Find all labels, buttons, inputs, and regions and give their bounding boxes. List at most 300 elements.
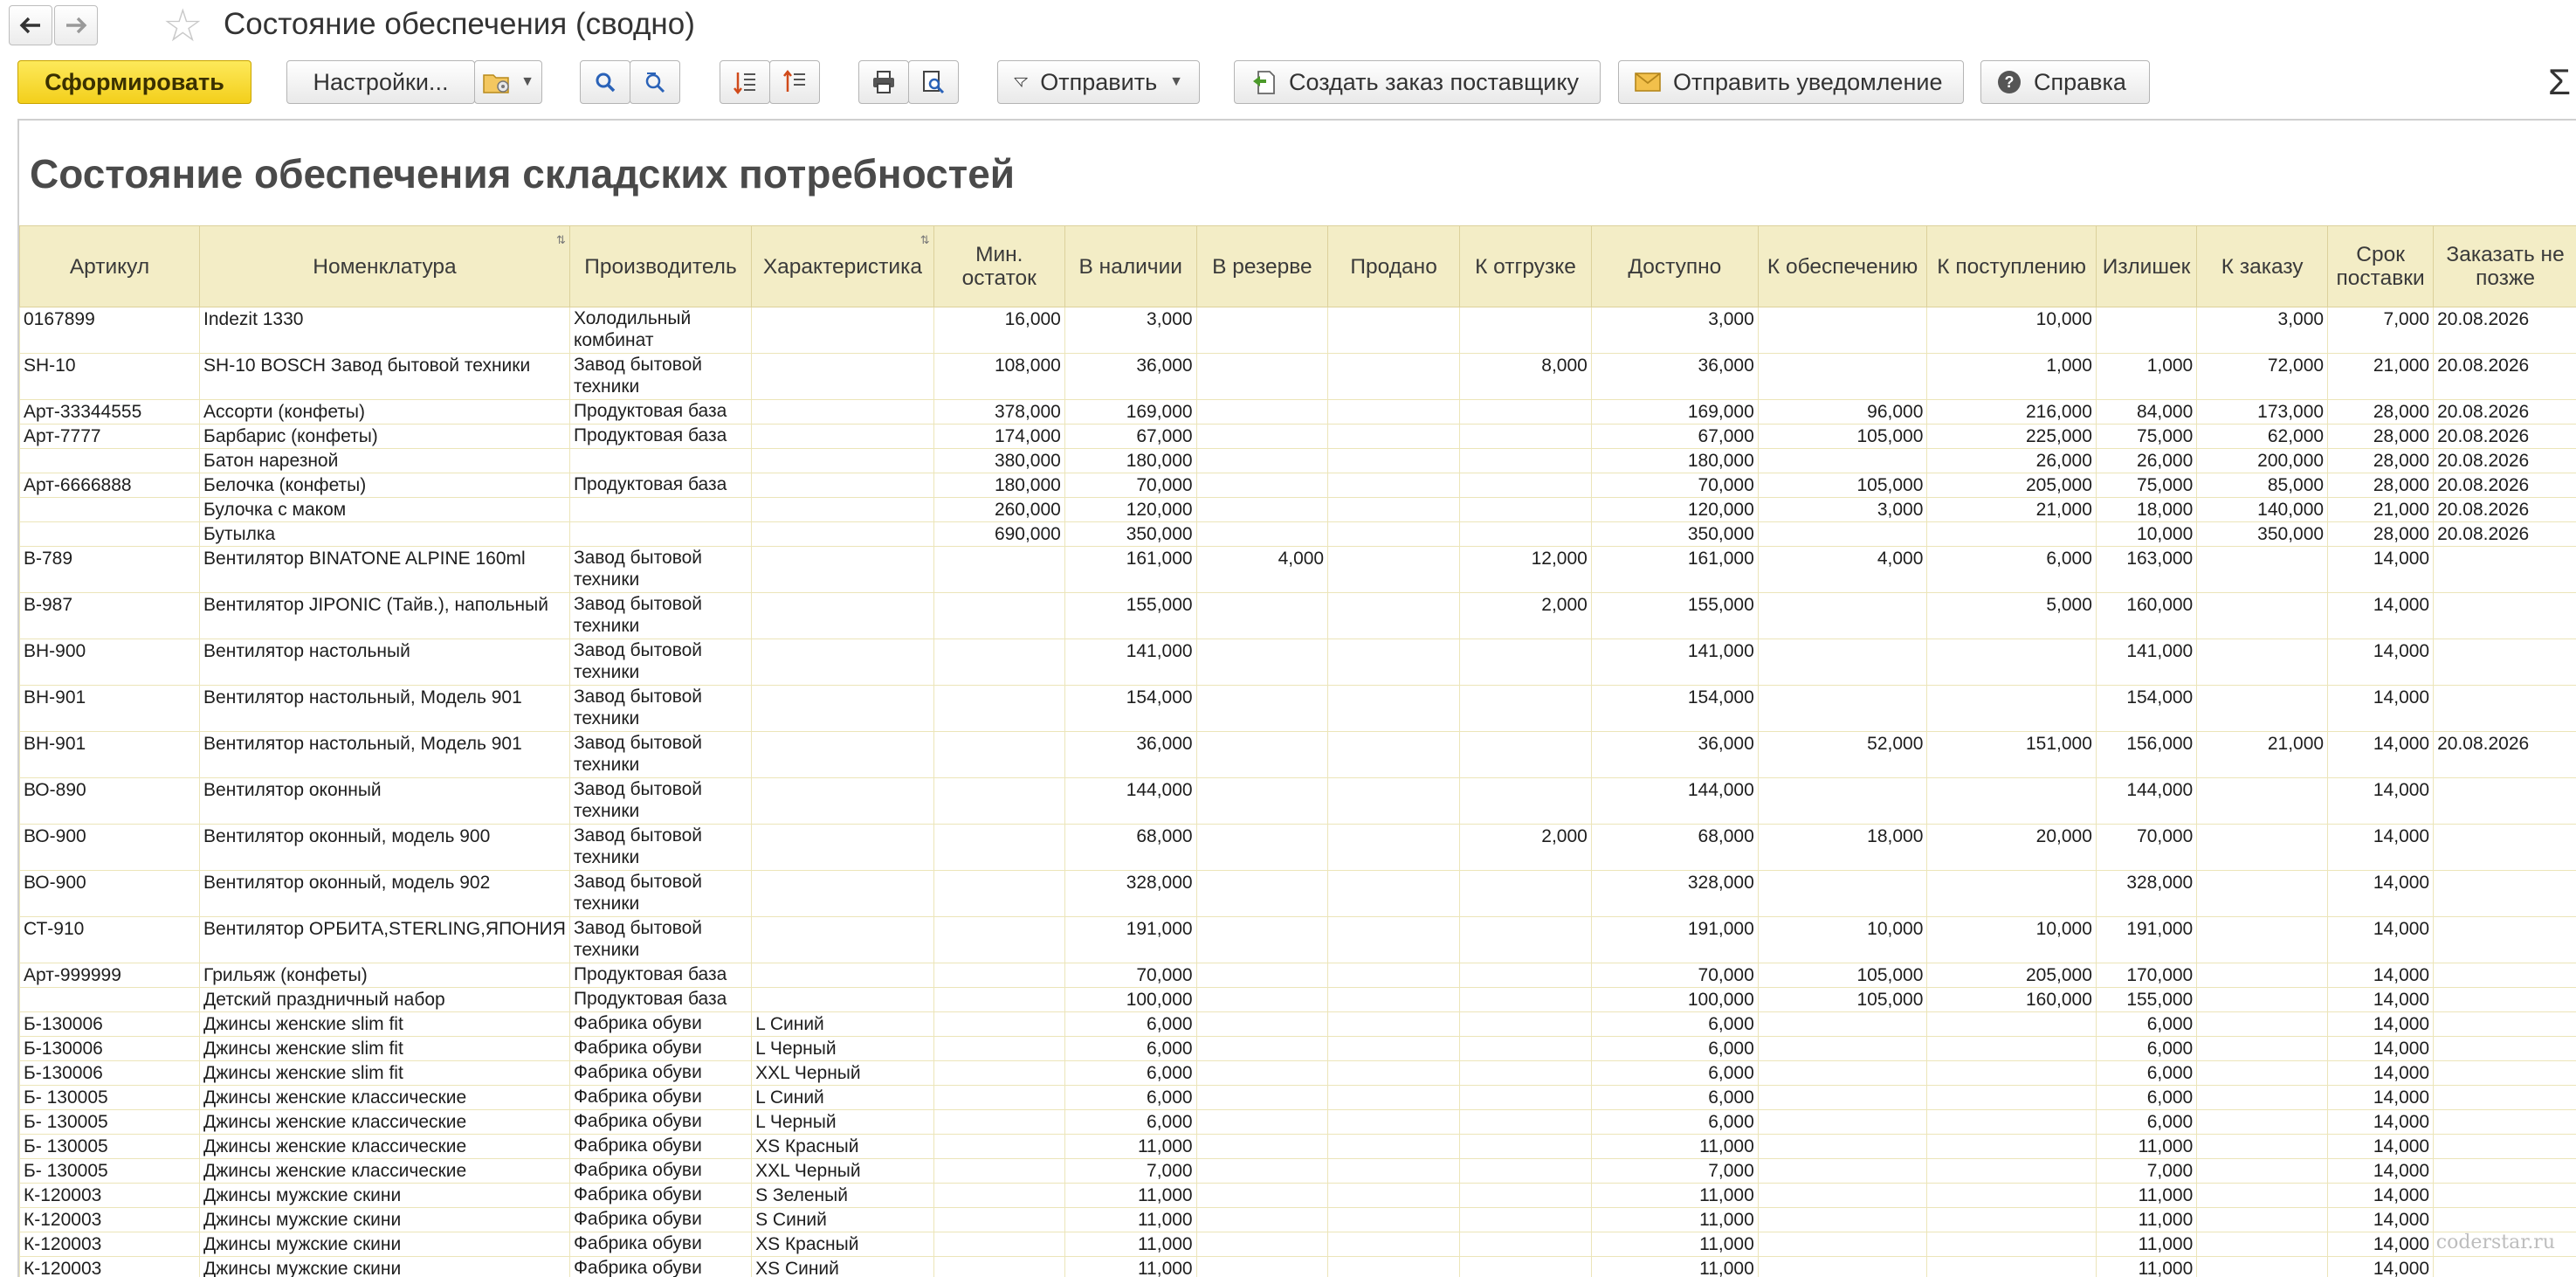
table-row[interactable] (20, 732, 2576, 778)
print-button[interactable] (858, 60, 909, 104)
table-cell-sold (1328, 473, 1460, 498)
sum-icon[interactable]: Σ (2548, 61, 2571, 103)
table-cell-order-deadline: 20.08.2026 (2434, 473, 2576, 498)
table-cell-manufacturer: Завод бытовой техники (569, 686, 751, 732)
table-cell-nomenclature: Белочка (конфеты) (200, 473, 570, 498)
table-cell-incoming (1927, 1086, 2097, 1110)
table-cell-min-stock: 180,000 (933, 473, 1064, 498)
table-cell-sold (1328, 1232, 1460, 1257)
table-cell-in-stock: 144,000 (1064, 778, 1196, 825)
column-header-article[interactable] (20, 226, 200, 307)
svg-text:?: ? (2005, 73, 2015, 91)
table-cell-to-provide (1758, 639, 1927, 686)
table-cell-available: 3,000 (1591, 307, 1758, 354)
table-row[interactable] (20, 1159, 2576, 1184)
table-row[interactable] (20, 1232, 2576, 1257)
table-cell-in-stock: 70,000 (1064, 963, 1196, 988)
table-cell-manufacturer: Фабрика обуви (569, 1061, 751, 1086)
column-header-label: Артикул (70, 255, 149, 279)
table-cell-nomenclature: SH-10 BOSCH Завод бытовой техники (200, 354, 570, 400)
table-cell-to-ship (1460, 473, 1592, 498)
table-cell-article: Б-130006 (20, 1061, 200, 1086)
table-cell-article: К-120003 (20, 1184, 200, 1208)
window-title: Состояние обеспечения (сводно) (224, 7, 695, 42)
table-cell-sold (1328, 593, 1460, 639)
table-cell-sold (1328, 425, 1460, 449)
table-cell-to-provide (1758, 593, 1927, 639)
column-header-label: Срок поставки (2337, 243, 2425, 290)
table-cell-manufacturer: Фабрика обуви (569, 1012, 751, 1037)
search-cancel-button[interactable] (630, 60, 680, 104)
table-cell-manufacturer: Завод бытовой техники (569, 547, 751, 593)
column-header-characteristic[interactable] (752, 226, 934, 307)
table-cell-available: 67,000 (1591, 425, 1758, 449)
table-body (20, 307, 2576, 1277)
table-cell-in-stock: 6,000 (1064, 1086, 1196, 1110)
table-cell-delivery-time: 21,000 (2328, 498, 2434, 522)
column-header-delivery-time[interactable] (2328, 226, 2434, 307)
column-header-order-deadline[interactable] (2434, 226, 2576, 307)
table-cell-article: ВН-901 (20, 732, 200, 778)
table-cell-min-stock (933, 1037, 1064, 1061)
table-cell-order-deadline (2434, 686, 2576, 732)
table-cell-to-order (2197, 1184, 2328, 1208)
forward-button[interactable] (54, 5, 98, 45)
table-cell-incoming: 6,000 (1927, 547, 2097, 593)
table-row[interactable] (20, 1086, 2576, 1110)
table-cell-manufacturer: Завод бытовой техники (569, 732, 751, 778)
variants-button[interactable] (474, 60, 542, 104)
table-cell-sold (1328, 307, 1460, 354)
table-cell-to-provide (1758, 1012, 1927, 1037)
print-icon (871, 71, 896, 93)
column-header-label: Продано (1350, 255, 1436, 279)
table-cell-in-stock: 36,000 (1064, 732, 1196, 778)
table-cell-order-deadline: 20.08.2026 (2434, 522, 2576, 547)
table-row[interactable] (20, 547, 2576, 593)
table-row[interactable] (20, 522, 2576, 547)
table-cell-reserved (1196, 522, 1328, 547)
table-cell-delivery-time: 14,000 (2328, 917, 2434, 963)
table-cell-characteristic: L Черный (752, 1037, 934, 1061)
table-cell-incoming: 225,000 (1927, 425, 2097, 449)
table-cell-sold (1328, 449, 1460, 473)
table-row[interactable] (20, 988, 2576, 1012)
help-icon (1997, 70, 2022, 94)
table-cell-available: 6,000 (1591, 1061, 1758, 1086)
table-cell-min-stock: 690,000 (933, 522, 1064, 547)
table-cell-to-ship (1460, 639, 1592, 686)
table-cell-characteristic (752, 425, 934, 449)
table-cell-article: Б-130006 (20, 1037, 200, 1061)
table-row[interactable] (20, 473, 2576, 498)
table-cell-in-stock: 11,000 (1064, 1257, 1196, 1277)
arrow-right-icon (65, 17, 87, 34)
table-cell-characteristic: L Синий (752, 1012, 934, 1037)
table-cell-manufacturer: Завод бытовой техники (569, 354, 751, 400)
table-cell-nomenclature: Джинсы мужские скини (200, 1232, 570, 1257)
table-cell-sold (1328, 1135, 1460, 1159)
column-header-nomenclature[interactable] (200, 226, 570, 307)
table-cell-in-stock: 191,000 (1064, 917, 1196, 963)
table-cell-in-stock: 120,000 (1064, 498, 1196, 522)
print-preview-icon (921, 70, 946, 94)
column-header-to-provide[interactable] (1758, 226, 1927, 307)
column-header-to-order[interactable] (2197, 226, 2328, 307)
table-cell-to-order: 173,000 (2197, 400, 2328, 425)
table-cell-available: 161,000 (1591, 547, 1758, 593)
table-cell-characteristic (752, 400, 934, 425)
table-cell-min-stock (933, 639, 1064, 686)
settings-button[interactable] (286, 60, 475, 104)
column-header-sold[interactable] (1328, 226, 1460, 307)
column-header-label: К заказу (2221, 255, 2304, 279)
notify-button[interactable] (1618, 60, 1964, 104)
table-cell-manufacturer: Фабрика обуви (569, 1232, 751, 1257)
table-cell-available: 6,000 (1591, 1012, 1758, 1037)
table-cell-article: К-120003 (20, 1208, 200, 1232)
table-cell-order-deadline (2434, 1012, 2576, 1037)
table-cell-min-stock (933, 1110, 1064, 1135)
table-cell-manufacturer: Холодильный комбинат (569, 307, 751, 354)
table-cell-article: Арт-999999 (20, 963, 200, 988)
table-cell-to-provide: 105,000 (1758, 425, 1927, 449)
table-cell-surplus: 144,000 (2096, 778, 2196, 825)
table-cell-delivery-time: 28,000 (2328, 425, 2434, 449)
table-cell-characteristic (752, 963, 934, 988)
table-cell-surplus: 163,000 (2096, 547, 2196, 593)
table-cell-to-order: 85,000 (2197, 473, 2328, 498)
table-cell-to-provide (1758, 1208, 1927, 1232)
table-cell-order-deadline (2434, 1208, 2576, 1232)
table-cell-to-provide: 18,000 (1758, 825, 1927, 871)
column-header-surplus[interactable] (2096, 226, 2196, 307)
table-cell-reserved (1196, 400, 1328, 425)
table-cell-characteristic (752, 354, 934, 400)
table-cell-reserved (1196, 778, 1328, 825)
table-row[interactable] (20, 871, 2576, 917)
table-cell-incoming (1927, 1037, 2097, 1061)
table-cell-delivery-time: 14,000 (2328, 593, 2434, 639)
table-cell-article: В-789 (20, 547, 200, 593)
table-cell-min-stock (933, 1208, 1064, 1232)
table-row[interactable] (20, 1012, 2576, 1037)
table-row[interactable] (20, 963, 2576, 988)
table-cell-surplus: 11,000 (2096, 1184, 2196, 1208)
table-row[interactable] (20, 1037, 2576, 1061)
table-cell-to-ship (1460, 1037, 1592, 1061)
table-cell-characteristic: XS Синий (752, 1257, 934, 1277)
table-row[interactable] (20, 1110, 2576, 1135)
table-cell-available: 11,000 (1591, 1208, 1758, 1232)
table-cell-available: 120,000 (1591, 498, 1758, 522)
table-cell-manufacturer: Фабрика обуви (569, 1257, 751, 1277)
table-cell-article: К-120003 (20, 1232, 200, 1257)
table-cell-min-stock (933, 825, 1064, 871)
table-cell-manufacturer: Продуктовая база (569, 400, 751, 425)
column-header-to-ship[interactable] (1460, 226, 1592, 307)
table-row[interactable] (20, 686, 2576, 732)
table-cell-nomenclature: Вентилятор BINATONE ALPINE 160ml (200, 547, 570, 593)
table-cell-to-ship (1460, 686, 1592, 732)
table-cell-nomenclature: Бутылка (200, 522, 570, 547)
table-cell-to-order: 21,000 (2197, 732, 2328, 778)
column-header-manufacturer[interactable] (569, 226, 751, 307)
table-cell-surplus: 160,000 (2096, 593, 2196, 639)
table-cell-surplus: 11,000 (2096, 1208, 2196, 1232)
print-preview-button[interactable] (908, 60, 959, 104)
favorite-star-icon[interactable]: ☆ (162, 2, 203, 51)
table-cell-to-provide (1758, 354, 1927, 400)
table-cell-sold (1328, 871, 1460, 917)
table-cell-to-order: 200,000 (2197, 449, 2328, 473)
table-cell-nomenclature: Барбарис (конфеты) (200, 425, 570, 449)
table-cell-to-ship: 2,000 (1460, 825, 1592, 871)
table-cell-incoming: 26,000 (1927, 449, 2097, 473)
table-cell-surplus: 6,000 (2096, 1086, 2196, 1110)
table-row[interactable] (20, 425, 2576, 449)
settings-label: Настройки... (313, 69, 449, 96)
table-cell-incoming (1927, 1110, 2097, 1135)
table-cell-nomenclature: Джинсы женские классические (200, 1159, 570, 1184)
column-header-in-stock[interactable] (1064, 226, 1196, 307)
table-cell-sold (1328, 1184, 1460, 1208)
table-cell-surplus: 84,000 (2096, 400, 2196, 425)
table-cell-characteristic (752, 449, 934, 473)
chevron-down-icon: ▼ (520, 74, 534, 90)
table-cell-incoming: 20,000 (1927, 825, 2097, 871)
table-cell-nomenclature: Джинсы женские классические (200, 1110, 570, 1135)
table-row[interactable] (20, 1184, 2576, 1208)
table-cell-delivery-time: 14,000 (2328, 1257, 2434, 1277)
table-cell-to-ship (1460, 498, 1592, 522)
table-cell-characteristic: XS Красный (752, 1232, 934, 1257)
table-row[interactable] (20, 354, 2576, 400)
table-row[interactable] (20, 307, 2576, 354)
generate-button[interactable]: Сформировать (17, 60, 251, 104)
table-row[interactable] (20, 778, 2576, 825)
table-cell-incoming (1927, 1257, 2097, 1277)
search-button[interactable] (580, 60, 630, 104)
table-cell-characteristic: XS Красный (752, 1135, 934, 1159)
table-cell-nomenclature: Джинсы женские slim fit (200, 1012, 570, 1037)
table-cell-reserved (1196, 307, 1328, 354)
title-bar (0, 0, 2576, 54)
table-cell-in-stock: 6,000 (1064, 1110, 1196, 1135)
table-cell-nomenclature: Джинсы женские slim fit (200, 1061, 570, 1086)
table-cell-surplus: 6,000 (2096, 1061, 2196, 1086)
table-cell-min-stock (933, 732, 1064, 778)
table-cell-reserved (1196, 1061, 1328, 1086)
table-cell-manufacturer (569, 522, 751, 547)
table-cell-in-stock: 67,000 (1064, 425, 1196, 449)
table-cell-to-provide (1758, 1184, 1927, 1208)
table-cell-min-stock (933, 593, 1064, 639)
table-cell-characteristic (752, 547, 934, 593)
table-cell-surplus: 75,000 (2096, 425, 2196, 449)
column-header-label: К обеспечению (1767, 255, 1918, 279)
table-cell-order-deadline (2434, 547, 2576, 593)
table-cell-available: 11,000 (1591, 1135, 1758, 1159)
table-cell-to-ship (1460, 1135, 1592, 1159)
table-cell-reserved (1196, 639, 1328, 686)
table-cell-to-order: 3,000 (2197, 307, 2328, 354)
table-row[interactable] (20, 400, 2576, 425)
table-cell-article: Б-130006 (20, 1012, 200, 1037)
table-cell-to-order (2197, 1208, 2328, 1232)
table-cell-to-order: 62,000 (2197, 425, 2328, 449)
table-cell-surplus (2096, 307, 2196, 354)
column-header-incoming[interactable] (1927, 226, 2097, 307)
table-row[interactable] (20, 639, 2576, 686)
collapse-groups-button[interactable] (769, 60, 820, 104)
column-header-label: Заказать не позже (2446, 243, 2564, 290)
table-row[interactable] (20, 593, 2576, 639)
chevron-down-icon: ▼ (1169, 74, 1183, 90)
table-cell-incoming (1927, 686, 2097, 732)
table-cell-nomenclature: Джинсы женские классические (200, 1086, 570, 1110)
table-cell-to-provide: 105,000 (1758, 473, 1927, 498)
table-row[interactable] (20, 917, 2576, 963)
column-header-label: К отгрузке (1475, 255, 1576, 279)
table-cell-surplus: 155,000 (2096, 988, 2196, 1012)
table-row[interactable] (20, 1208, 2576, 1232)
table-cell-incoming (1927, 778, 2097, 825)
table-cell-to-ship (1460, 522, 1592, 547)
table-cell-manufacturer (569, 498, 751, 522)
report-title: Состояние обеспечения складских потребностей (30, 150, 1015, 197)
table-cell-available: 70,000 (1591, 963, 1758, 988)
sort-icon: ⇅ (556, 228, 566, 252)
table-row[interactable] (20, 1061, 2576, 1086)
table-cell-nomenclature: Ассорти (конфеты) (200, 400, 570, 425)
send-button[interactable] (997, 60, 1200, 104)
table-cell-sold (1328, 400, 1460, 425)
table-cell-characteristic: XXL Черный (752, 1159, 934, 1184)
folder-settings-icon (482, 70, 512, 94)
create-order-button[interactable] (1234, 60, 1601, 104)
table-cell-in-stock: 180,000 (1064, 449, 1196, 473)
table-cell-manufacturer: Фабрика обуви (569, 1184, 751, 1208)
table-cell-to-order: 140,000 (2197, 498, 2328, 522)
column-header-available[interactable] (1591, 226, 1758, 307)
table-cell-in-stock: 68,000 (1064, 825, 1196, 871)
table-cell-article: ВО-890 (20, 778, 200, 825)
table-cell-to-order (2197, 593, 2328, 639)
table-cell-min-stock: 108,000 (933, 354, 1064, 400)
table-cell-in-stock: 161,000 (1064, 547, 1196, 593)
table-cell-available: 154,000 (1591, 686, 1758, 732)
table-cell-to-ship (1460, 778, 1592, 825)
table-cell-sold (1328, 778, 1460, 825)
table-cell-manufacturer: Фабрика обуви (569, 1110, 751, 1135)
table-cell-order-deadline (2434, 871, 2576, 917)
table-cell-to-order (2197, 686, 2328, 732)
table-cell-incoming: 205,000 (1927, 473, 2097, 498)
table-cell-to-ship (1460, 1232, 1592, 1257)
table-row[interactable] (20, 449, 2576, 473)
table-row[interactable] (20, 825, 2576, 871)
table-cell-min-stock (933, 1159, 1064, 1184)
table-cell-delivery-time: 14,000 (2328, 1232, 2434, 1257)
table-cell-incoming: 1,000 (1927, 354, 2097, 400)
table-cell-available: 11,000 (1591, 1184, 1758, 1208)
table-cell-delivery-time: 28,000 (2328, 400, 2434, 425)
table-cell-sold (1328, 547, 1460, 593)
table-cell-to-order (2197, 639, 2328, 686)
table-cell-in-stock: 11,000 (1064, 1135, 1196, 1159)
column-header-label: Производитель (584, 255, 736, 279)
table-cell-nomenclature: Indezit 1330 (200, 307, 570, 354)
table-cell-surplus: 11,000 (2096, 1135, 2196, 1159)
table-row[interactable] (20, 498, 2576, 522)
table-cell-manufacturer: Завод бытовой техники (569, 639, 751, 686)
table-cell-nomenclature: Вентилятор оконный, модель 902 (200, 871, 570, 917)
column-header-label: К поступлению (1937, 255, 2086, 279)
table-cell-reserved (1196, 1012, 1328, 1037)
table-cell-characteristic (752, 778, 934, 825)
table-cell-sold (1328, 1086, 1460, 1110)
table-cell-available: 6,000 (1591, 1037, 1758, 1061)
table-cell-min-stock: 380,000 (933, 449, 1064, 473)
table-cell-incoming (1927, 1012, 2097, 1037)
table-cell-article: Арт-33344555 (20, 400, 200, 425)
table-cell-sold (1328, 1159, 1460, 1184)
column-header-label: Излишек (2103, 255, 2191, 279)
table-cell-to-provide: 105,000 (1758, 988, 1927, 1012)
table-cell-to-provide (1758, 1086, 1927, 1110)
table-cell-delivery-time: 14,000 (2328, 1110, 2434, 1135)
back-button[interactable] (9, 5, 52, 45)
table-cell-surplus: 11,000 (2096, 1232, 2196, 1257)
column-header-min-stock[interactable] (933, 226, 1064, 307)
table-cell-to-provide (1758, 686, 1927, 732)
table-cell-manufacturer: Завод бытовой техники (569, 871, 751, 917)
column-header-reserved[interactable] (1196, 226, 1328, 307)
table-cell-incoming (1927, 1208, 2097, 1232)
table-cell-order-deadline (2434, 917, 2576, 963)
table-cell-characteristic (752, 522, 934, 547)
table-cell-order-deadline: 20.08.2026 (2434, 400, 2576, 425)
table-cell-surplus: 6,000 (2096, 1110, 2196, 1135)
table-cell-article: ВО-900 (20, 871, 200, 917)
table-cell-characteristic (752, 686, 934, 732)
expand-groups-button[interactable] (720, 60, 770, 104)
table-cell-delivery-time: 14,000 (2328, 1208, 2434, 1232)
table-row[interactable] (20, 1257, 2576, 1277)
table-cell-incoming (1927, 1232, 2097, 1257)
table-cell-min-stock (933, 1135, 1064, 1159)
table-cell-to-provide (1758, 871, 1927, 917)
expand-groups-icon (733, 70, 757, 94)
table-row[interactable] (20, 1135, 2576, 1159)
table-cell-delivery-time: 21,000 (2328, 354, 2434, 400)
help-button[interactable] (1980, 60, 2150, 104)
table-cell-min-stock: 378,000 (933, 400, 1064, 425)
table-cell-manufacturer: Завод бытовой техники (569, 778, 751, 825)
table-cell-manufacturer: Продуктовая база (569, 963, 751, 988)
table-cell-to-ship: 2,000 (1460, 593, 1592, 639)
table-cell-surplus: 26,000 (2096, 449, 2196, 473)
table-cell-nomenclature: Джинсы мужские скини (200, 1208, 570, 1232)
table-cell-reserved (1196, 1208, 1328, 1232)
table-cell-reserved (1196, 917, 1328, 963)
report-table (19, 225, 2576, 1277)
table-cell-min-stock (933, 1184, 1064, 1208)
table-cell-delivery-time: 14,000 (2328, 1086, 2434, 1110)
table-cell-min-stock: 174,000 (933, 425, 1064, 449)
table-cell-delivery-time: 14,000 (2328, 1184, 2434, 1208)
